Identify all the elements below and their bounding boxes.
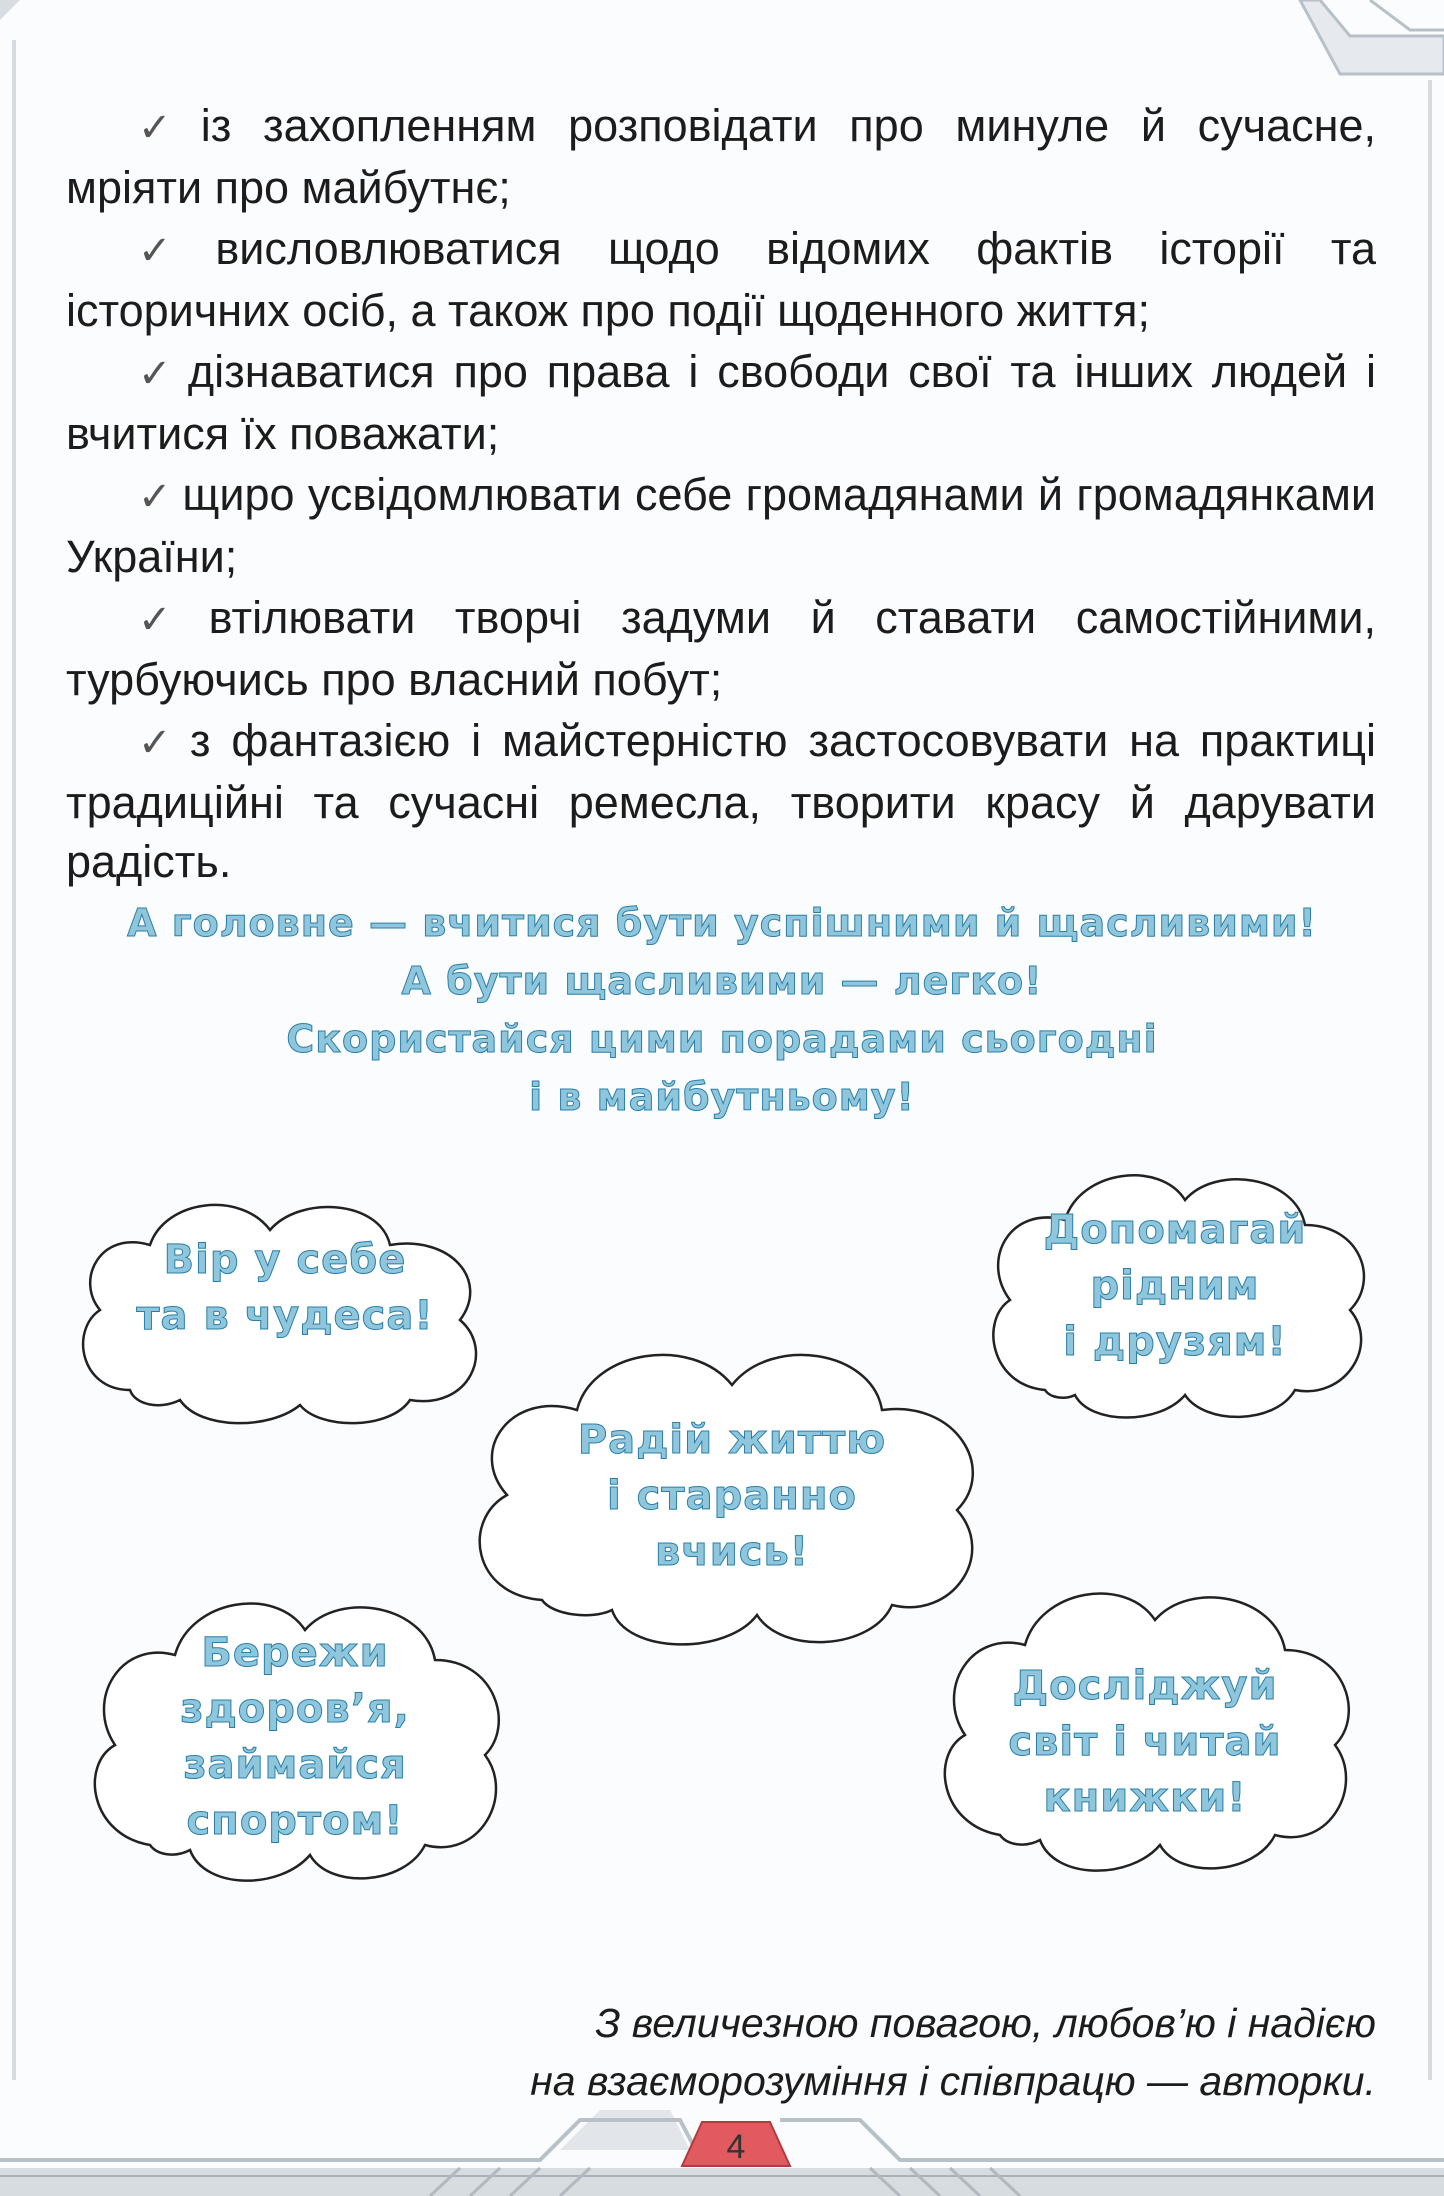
signoff-line: З величезною повагою, любов’ю і надією xyxy=(595,2000,1376,2046)
cloud-line: Бережи xyxy=(201,1630,389,1676)
check-icon: ✓ xyxy=(138,598,199,642)
motto-line: А головне — вчитися бути успішними й щасливими! xyxy=(127,901,1317,945)
cloud-line: Досліджуй xyxy=(1012,1663,1278,1709)
list-item: ✓ щиро усвідомлювати себе громадянами й громадянками України; xyxy=(66,469,1377,582)
motto-heading xyxy=(40,894,1404,1126)
page-number: 4 xyxy=(726,2128,746,2166)
cloud-line: спортом! xyxy=(186,1798,404,1844)
list-item: ✓ із захопленням розповідати про минуле й сучасне, мріяти про майбутнє; xyxy=(66,100,1377,213)
cloud-believe xyxy=(70,1190,500,1430)
motto-line: і в майбутньому! xyxy=(529,1075,915,1119)
cloud-line: Допомагай xyxy=(1043,1207,1307,1253)
cloud-explore xyxy=(925,1570,1365,1880)
cloud-line: Вір у себе xyxy=(163,1237,407,1283)
list-item: ✓ дізнаватися про права і свободи свої та інших людей і вчитися їх поважати; xyxy=(66,346,1377,459)
cloud-health xyxy=(75,1580,515,1890)
check-icon: ✓ xyxy=(138,229,206,273)
authors-signoff xyxy=(530,1994,1376,2110)
cloud-line: Радій життю xyxy=(577,1417,887,1463)
bullet-list xyxy=(66,96,1376,893)
cloud-line: світ і читай xyxy=(1008,1719,1282,1765)
cloud-line: рідним xyxy=(1090,1263,1260,1309)
signoff-line: на взаєморозуміння і співпрацю — авторки. xyxy=(530,2058,1376,2104)
check-icon: ✓ xyxy=(138,721,180,765)
cloud-line: книжки! xyxy=(1043,1775,1247,1821)
list-item: ✓ втілювати творчі задуми й ставати самостійними, турбуючись про власний побут; xyxy=(66,592,1377,705)
check-icon: ✓ xyxy=(138,475,173,519)
list-item: ✓ з фантазією і майстерністю застосовувати на практиці традиційні та сучасні ремесла, творити красу й дарувати радість. xyxy=(66,715,1377,887)
cloud-line: вчись! xyxy=(654,1529,810,1575)
list-item: ✓ висловлюватися щодо відомих фактів історії та історичних осіб, а також про події щоденного життя; xyxy=(66,223,1376,336)
motto-line: А бути щасливими — легко! xyxy=(401,959,1043,1003)
cloud-line: здоров’я, xyxy=(180,1686,410,1732)
cloud-line: та в чудеса! xyxy=(136,1293,434,1339)
cloud-line: і старанно xyxy=(607,1473,857,1519)
cloud-line: і друзям! xyxy=(1063,1319,1287,1365)
check-icon: ✓ xyxy=(138,106,191,150)
cloud-help xyxy=(975,1160,1375,1430)
cloud-line: займайся xyxy=(183,1742,407,1788)
motto-line: Скористайся цими порадами сьогодні xyxy=(286,1017,1158,1061)
check-icon: ✓ xyxy=(138,352,178,396)
